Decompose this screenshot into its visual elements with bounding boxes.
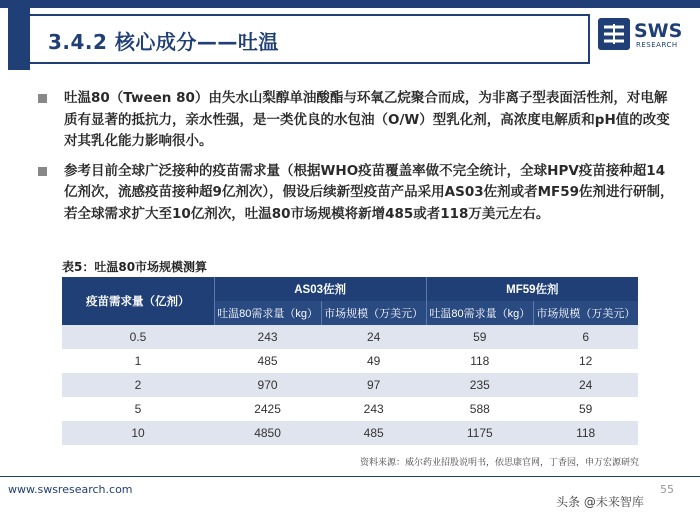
- table-cell: 118: [533, 421, 638, 445]
- table-cell: 485: [321, 421, 426, 445]
- bullet-list: [36, 88, 676, 233]
- table-row: [62, 421, 638, 445]
- bullet-square-icon: [38, 167, 47, 176]
- logo-text: SWS: [634, 20, 683, 42]
- table-cell: 4850: [214, 421, 321, 445]
- subheader-cell: 市场规模（万美元）: [533, 301, 638, 325]
- table-caption: 表5：吐温80市场规模测算: [62, 260, 208, 274]
- bullet-item: [36, 88, 676, 153]
- table-cell: 243: [214, 325, 321, 349]
- table-row: [62, 325, 638, 349]
- table-cell: 5: [62, 397, 214, 421]
- table-cell: 2425: [214, 397, 321, 421]
- table-cell: 59: [426, 325, 533, 349]
- table-cell: 1175: [426, 421, 533, 445]
- watermark: 头条 @未来智库: [556, 495, 644, 509]
- table-cell: 24: [533, 373, 638, 397]
- market-size-table: [62, 277, 638, 445]
- table-cell: 2: [62, 373, 214, 397]
- table-cell: 1: [62, 349, 214, 373]
- table-cell: 59: [533, 397, 638, 421]
- table-cell: 485: [214, 349, 321, 373]
- group-header-as03: AS03佐剂: [214, 277, 426, 301]
- page-number: 55: [660, 483, 674, 496]
- table-cell: 588: [426, 397, 533, 421]
- table-cell: 97: [321, 373, 426, 397]
- table-cell: 12: [533, 349, 638, 373]
- table-cell: 970: [214, 373, 321, 397]
- source-note: 资料来源：威尔药业招股说明书，依思康官网，丁香园，申万宏源研究: [360, 458, 640, 468]
- sws-logo: [598, 18, 690, 52]
- table-cell: 243: [321, 397, 426, 421]
- subheader-cell: 吐温80需求量（kg）: [214, 301, 321, 325]
- table-cell: 6: [533, 325, 638, 349]
- page-title: 3.4.2 核心成分——吐温: [48, 30, 279, 54]
- table-cell: 24: [321, 325, 426, 349]
- footer-url: www.swsresearch.com: [8, 483, 133, 496]
- bullet-text: 参考目前全球广泛接种的疫苗需求量（根据WHO疫苗覆盖率做不完全统计，全球HPV疫苗接种超14亿剂次，流感疫苗接种超9亿剂次），假设后续新型疫苗产品采用AS03佐剂或者MF59佐剂进行研制，若全球需求扩大至10亿剂次，吐温80市场规模将新增485或者118万美元左右。: [64, 162, 674, 222]
- bullet-square-icon: [38, 94, 47, 103]
- sws-logo-icon: [598, 18, 630, 50]
- table-cell: 118: [426, 349, 533, 373]
- top-bar: [0, 0, 700, 8]
- table-cell: 235: [426, 373, 533, 397]
- group-header-mf59: MF59佐剂: [426, 277, 638, 301]
- table-cell: 0.5: [62, 325, 214, 349]
- row-header: 疫苗需求量（亿剂）: [62, 277, 214, 325]
- table-cell: 49: [321, 349, 426, 373]
- logo-subtext: RESEARCH: [636, 41, 678, 49]
- footer-divider: [0, 476, 700, 477]
- title-accent: [8, 8, 30, 70]
- table-row: [62, 373, 638, 397]
- table-row: [62, 349, 638, 373]
- table-cell: 10: [62, 421, 214, 445]
- subheader-cell: 吐温80需求量（kg）: [426, 301, 533, 325]
- bullet-item: [36, 161, 676, 226]
- bullet-text: 吐温80（Tween 80）由失水山梨醇单油酸酯与环氧乙烷聚合而成，为非离子型表面活性剂，对电解质有显著的抵抗力，亲水性强，是一类优良的水包油（O/W）型乳化剂，高浓度电解质和pH值的改变对其乳化能力影响很小。: [64, 90, 670, 149]
- subheader-cell: 市场规模（万美元）: [321, 301, 426, 325]
- table-row: [62, 397, 638, 421]
